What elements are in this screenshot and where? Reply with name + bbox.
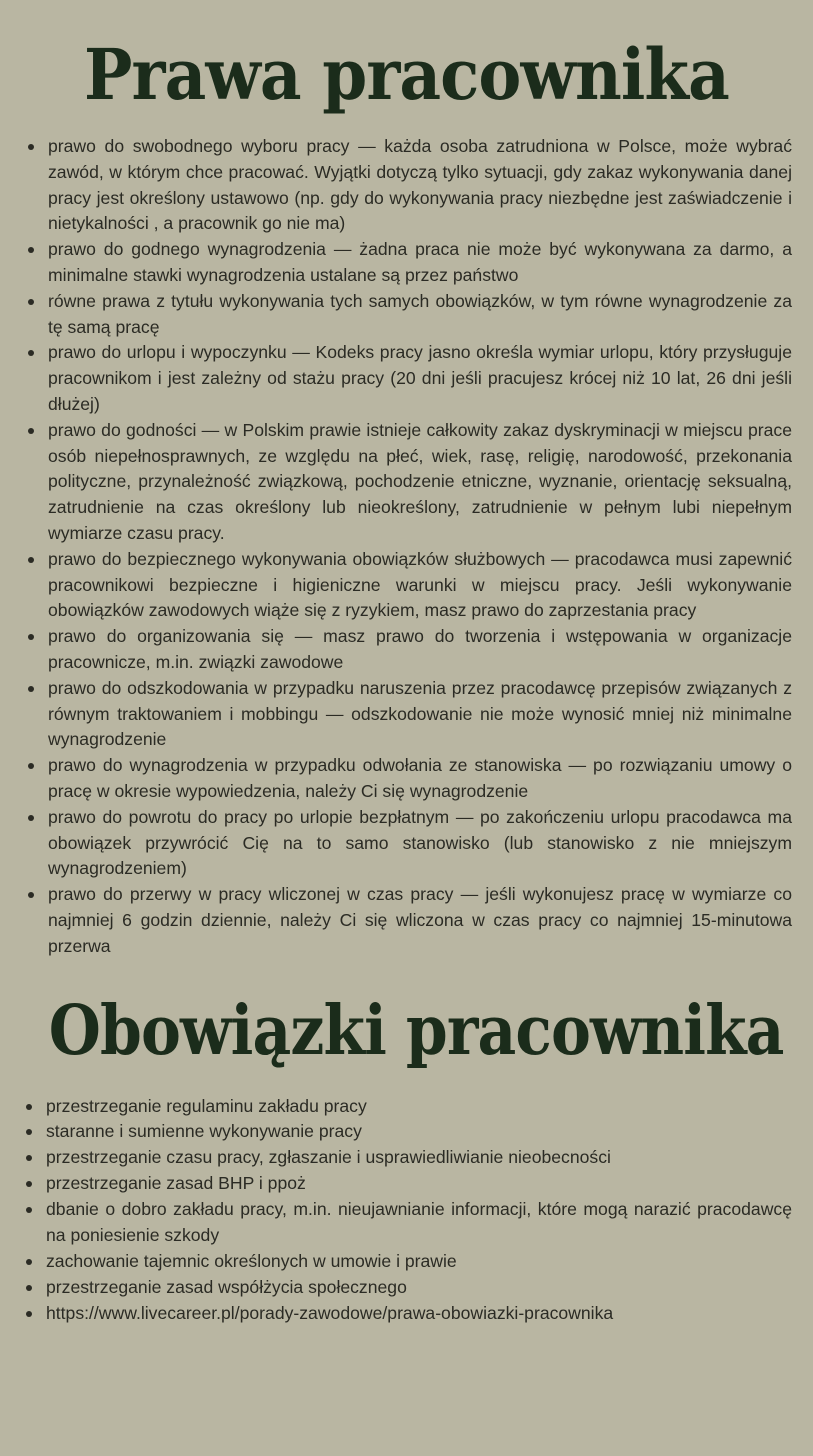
list-item-text: prawo do powrotu do pracy po urlopie bezpłatnym — po zakończeniu urlopu pracodawca ma obowiązek przywrócić Cię na to samo stanowisko (lub stanowisko z nie mniejszym wynagrodzeniem) [48,806,792,879]
list-item-text: prawo do swobodnego wyboru pracy — każda osoba zatrudniona w Polsce, może wybrać zawód, w którym chce pracować. Wyjątki dotyczą tylko sytuacji, gdy zakaz wykonywania danej pracy jest określony ustawowo (np. gdy do wykonywania pracy niezbędne jest zaświadczenie i nietykalności , a pracownik go nie ma) [48,136,792,234]
list-item-text: prawo do bezpiecznego wykonywania obowiązków służbowych — pracodawca musi zapewnić pracownikowi bezpieczne i higieniczne warunki w miejscu pracy. Jeśli wykonywanie obowiązków zawodowych wiąże się z ryzykiem, masz prawo do zaprzestania pracy [48,548,792,621]
bullet-icon [26,1129,32,1135]
list-item [24,1275,792,1301]
bullet-icon [28,892,34,898]
list-item-text: przestrzeganie zasad BHP i ppoż [46,1173,306,1194]
list-item-text: prawo do wynagrodzenia w przypadku odwołania ze stanowiska — po rozwiązaniu umowy o pracę w okresie wypowiedzenia, należy Ci się wynagrodzenie [48,755,792,801]
list-item [26,753,792,805]
bullet-icon [28,247,34,253]
list-item-text: dbanie o dobro zakładu pracy, m.in. nieujawnianie informacji, które mogą narazić pracodawcę na poniesienie szkody [46,1199,792,1246]
list-item [24,1249,792,1275]
list-item [24,1094,792,1120]
list-item-text: staranne i sumienne wykonywanie pracy [46,1121,362,1142]
bullet-icon [28,763,34,769]
bullet-icon [26,1181,32,1187]
list-item [24,1119,792,1145]
bullet-icon [28,557,34,563]
duties-heading: Obowiązki pracownika [48,990,784,1071]
bullet-icon [26,1207,32,1213]
list-item [26,289,792,341]
bullet-icon [26,1155,32,1161]
list-item [26,340,792,417]
bullet-icon [28,686,34,692]
list-item-text: prawo do urlopu i wypoczynku — Kodeks pracy jasno określa wymiar urlopu, który przysługuje pracownikom i jest zależny od stażu pracy (20 dni jeśli pracujesz krócej niż 10 lat, 26 dni jeśli dłużej) [48,342,792,414]
bullet-icon [28,428,34,434]
list-item-text: przestrzeganie regulaminu zakładu pracy [46,1095,367,1116]
rights-list [26,134,792,960]
list-item [26,676,792,753]
bullet-icon [28,815,34,821]
list-item [24,1301,792,1327]
duties-list [24,1094,792,1327]
bullet-icon [26,1311,32,1317]
list-item [26,547,792,624]
list-item [26,805,792,882]
list-item-text: zachowanie tajemnic określonych w umowie i prawie [46,1250,457,1271]
list-item [24,1197,792,1249]
list-item-text: prawo do odszkodowania w przypadku naruszenia przez pracodawcę przepisów związanych z równym traktowaniem i mobbingu — odszkodowanie nie może wynosić mniej niż minimalne wynagrodzenie [48,677,792,750]
list-item-text: przestrzeganie czasu pracy, zgłaszanie i usprawiedliwianie nieobecności [46,1147,611,1168]
bullet-icon [26,1285,32,1291]
rights-heading: Prawa pracownika [84,33,729,116]
bullet-icon [26,1259,32,1265]
list-item-text: prawo do organizowania się — masz prawo do tworzenia i wstępowania w organizacje pracownicze, m.in. związki zawodowe [48,626,792,672]
list-item-text: prawo do godnego wynagrodzenia — żadna praca nie może być wykonywana za darmo, a minimalne stawki wynagrodzenia ustalane są przez państwo [48,239,792,285]
list-item [26,882,792,959]
list-item [26,418,792,547]
bullet-icon [28,299,34,305]
bullet-icon [28,350,34,356]
list-item-text: równe prawa z tytułu wykonywania tych samych obowiązków, w tym równe wynagrodzenie za tę samą pracę [48,290,792,337]
bullet-icon [26,1104,32,1110]
list-item-text: prawo do przerwy w pracy wliczonej w czas pracy — jeśli wykonujesz pracę w wymiarze co najmniej 6 godzin dziennie, należy Ci się wliczona w czas pracy co najmniej 15-minutowa przerwa [48,884,792,956]
list-item [24,1171,792,1197]
list-item [24,1145,792,1171]
list-item [26,237,792,289]
list-item [26,624,792,676]
bullet-icon [28,144,34,150]
list-item-text: prawo do godności — w Polskim prawie istnieje całkowity zakaz dyskryminacji w miejscu prace osób niepełnosprawnych, ze względu na płeć, wiek, rasę, religię, narodowość, przekonania polityczne, przynależność związkową, pochodzenie etniczne, wyznanie, orientację seksualną, zatrudnienie na czas określony lub nieokreślony, zatrudnienie w pełnym lubi niepełnym wymiarze czasu pracy. [48,419,792,543]
list-item-text: przestrzeganie zasad współżycia społecznego [46,1276,407,1297]
bullet-icon [28,634,34,640]
list-item [26,134,792,237]
source-link[interactable]: https://www.livecareer.pl/porady-zawodowe/prawa-obowiazki-pracownika [46,1302,614,1323]
